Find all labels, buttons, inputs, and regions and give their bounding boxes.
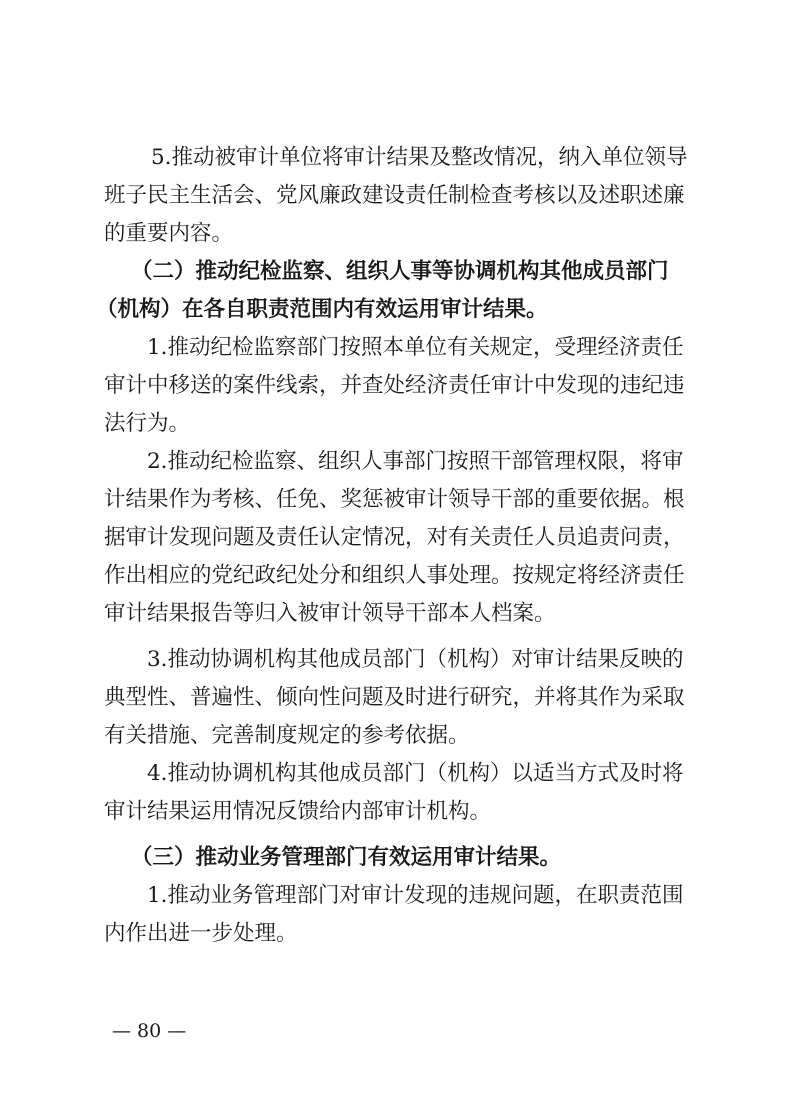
paragraph-text: 5.推动被审计单位将审计结果及整改情况，纳入单位领导: [151, 145, 688, 170]
section-heading-line: [0, 252, 790, 292]
text-line: [0, 754, 790, 794]
text-line: [0, 404, 790, 444]
text-line: [0, 442, 790, 482]
paragraph-text: 内作出进一步处理。: [104, 921, 298, 946]
section-heading: （二）推动纪检监察、组织人事等协调机构其他成员部门: [131, 259, 669, 284]
paragraph-text: 3.推动协调机构其他成员部门（机构）对审计结果反映的: [147, 647, 684, 672]
paragraph-text: 有关措施、完善制度规定的参考依据。: [104, 723, 470, 748]
text-line: [0, 176, 790, 216]
section-heading: （机构）在各自职责范围内有效运用审计结果。: [96, 297, 548, 322]
page-number: — 80 —: [112, 1020, 187, 1042]
text-line: [0, 366, 790, 406]
text-line: [0, 914, 790, 954]
text-line: [0, 594, 790, 634]
text-line: [0, 640, 790, 680]
text-line: [0, 518, 790, 558]
paragraph-text: 审计中移送的案件线索，并查处经济责任审计中发现的违纪违: [104, 373, 685, 398]
section-heading-line: [0, 838, 790, 878]
text-line: [0, 678, 790, 718]
paragraph-text: 作出相应的党纪政纪处分和组织人事处理。按规定将经济责任: [104, 563, 685, 588]
paragraph-text: 计结果作为考核、任免、奖惩被审计领导干部的重要依据。根: [104, 487, 685, 512]
section-heading: （三）推动业务管理部门有效运用审计结果。: [131, 845, 562, 870]
text-line: [0, 792, 790, 832]
text-line: [0, 480, 790, 520]
paragraph-text: 据审计发现问题及责任认定情况，对有关责任人员追责问责，: [104, 525, 685, 550]
paragraph-text: 审计结果报告等归入被审计领导干部本人档案。: [104, 601, 556, 626]
text-line: [0, 214, 790, 254]
paragraph-text: 2.推动纪检监察、组织人事部门按照干部管理权限，将审: [147, 449, 684, 474]
paragraph-text: 的重要内容。: [104, 221, 234, 246]
paragraph-text: 1.推动纪检监察部门按照本单位有关规定，受理经济责任: [147, 335, 684, 360]
section-heading-line: [0, 290, 790, 330]
paragraph-text: 1.推动业务管理部门对审计发现的违规问题，在职责范围: [147, 883, 684, 908]
paragraph-text: 典型性、普遍性、倾向性问题及时进行研究，并将其作为采取: [104, 685, 685, 710]
text-line: [0, 716, 790, 756]
paragraph-text: 审计结果运用情况反馈给内部审计机构。: [104, 799, 492, 824]
paragraph-text: 法行为。: [104, 411, 191, 436]
text-line: [0, 328, 790, 368]
text-line: [0, 556, 790, 596]
paragraph-text: 班子民主生活会、党风廉政建设责任制检查考核以及述职述廉: [104, 183, 685, 208]
paragraph-text: 4.推动协调机构其他成员部门（机构）以适当方式及时将: [147, 761, 684, 786]
text-line: [0, 138, 790, 178]
text-line: [0, 876, 790, 916]
